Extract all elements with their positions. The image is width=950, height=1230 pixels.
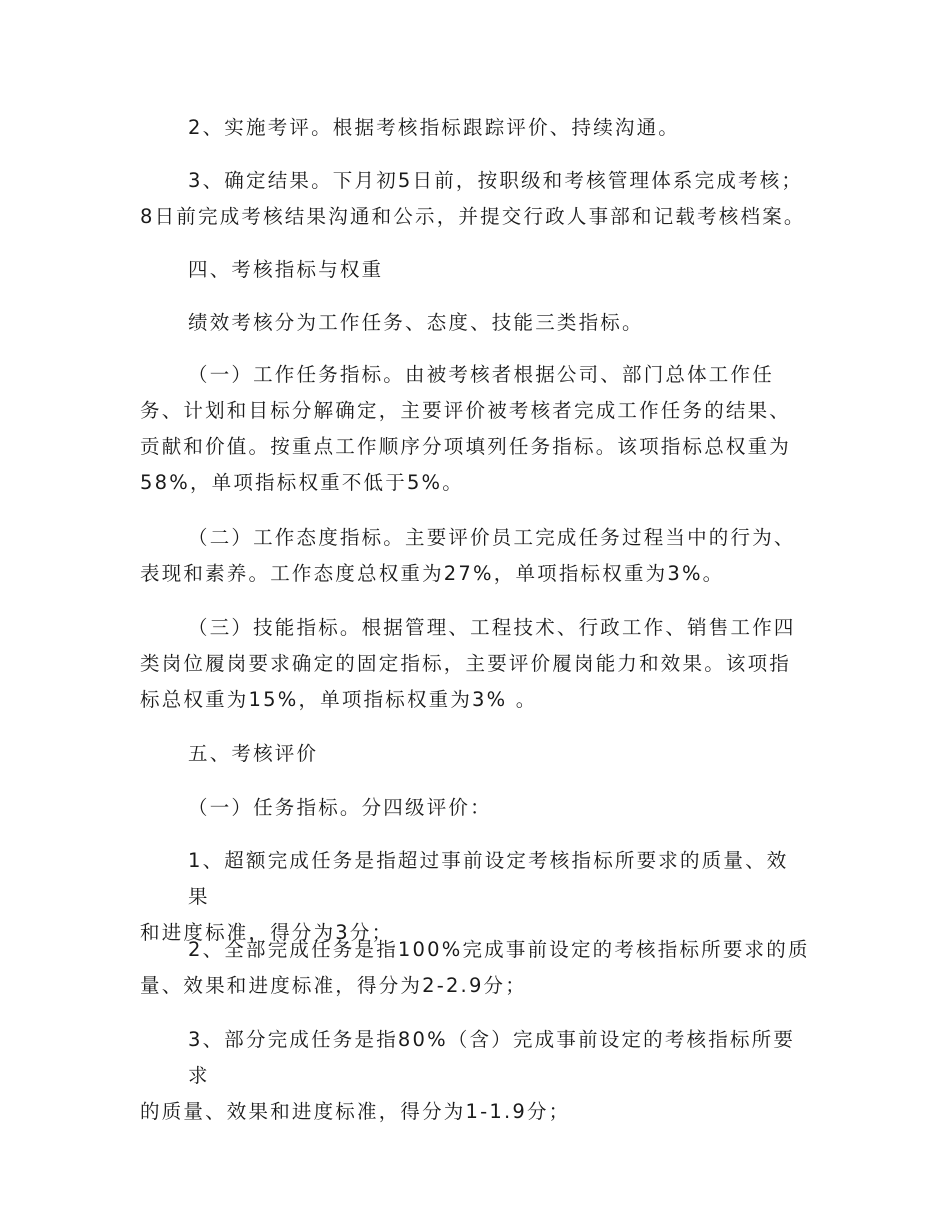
line: 1、超额完成任务是指超过事前设定考核指标所要求的质量、效果	[188, 849, 789, 908]
paragraph-indicator-types	[140, 305, 810, 341]
line: 3、部分完成任务是指80%（含）完成事前设定的考核指标所要求	[188, 1028, 796, 1087]
line: 绩效考核分为工作任务、态度、技能三类指标。	[188, 311, 644, 334]
section-heading-5	[140, 736, 810, 772]
paragraph-level-partial	[140, 1022, 810, 1130]
line: 量、效果和进度标准，得分为2-2.9分；	[140, 974, 527, 997]
line: 2、全部完成任务是指100%完成事前设定的考核指标所要求的质	[188, 938, 810, 961]
paragraph-skill-indicators	[140, 610, 810, 718]
line: （三）技能指标。根据管理、工程技术、行政工作、销售工作四	[188, 616, 796, 639]
line: 58%，单项指标权重不低于5%。	[140, 471, 464, 494]
line: 的质量、效果和进度标准，得分为1-1.9分；	[140, 1100, 571, 1123]
paragraph-work-attitude-indicators	[140, 520, 810, 592]
line: 类岗位履岗要求确定的固定指标，主要评价履岗能力和效果。该项指	[140, 652, 792, 675]
paragraph-determine-results	[140, 163, 810, 235]
line: （一）任务指标。分四级评价：	[188, 796, 492, 819]
line: 四、考核指标与权重	[188, 258, 384, 281]
line: 3、确定结果。下月初5日前，按职级和考核管理体系完成考核；	[188, 169, 804, 192]
paragraph-work-task-indicators	[140, 357, 810, 501]
section-heading-4	[140, 252, 810, 288]
paragraph-level-complete	[140, 932, 810, 1004]
line: 务、计划和目标分解确定，主要评价被考核者完成工作任务的结果、	[140, 399, 792, 422]
line: 贡献和价值。按重点工作顺序分项填列任务指标。该项指标总权重为	[140, 435, 792, 458]
paragraph-implement-evaluation	[140, 110, 810, 146]
line: 标总权重为15%，单项指标权重为3% 。	[140, 688, 538, 711]
paragraph-task-indicator-levels	[140, 790, 810, 826]
line: 2、实施考评。根据考核指标跟踪评价、持续沟通。	[188, 116, 681, 139]
line: 和进度标准，得分为3分；	[140, 921, 394, 944]
line: 8日前完成考核结果沟通和公示，并提交行政人事部和记载考核档案。	[140, 205, 806, 228]
line: 表现和素养。工作态度总权重为27%，单项指标权重为3%。	[140, 562, 725, 585]
line: （一）工作任务指标。由被考核者根据公司、部门总体工作任	[188, 363, 774, 386]
line: 五、考核评价	[188, 742, 319, 765]
line: （二）工作态度指标。主要评价员工完成任务过程当中的行为、	[188, 526, 796, 549]
